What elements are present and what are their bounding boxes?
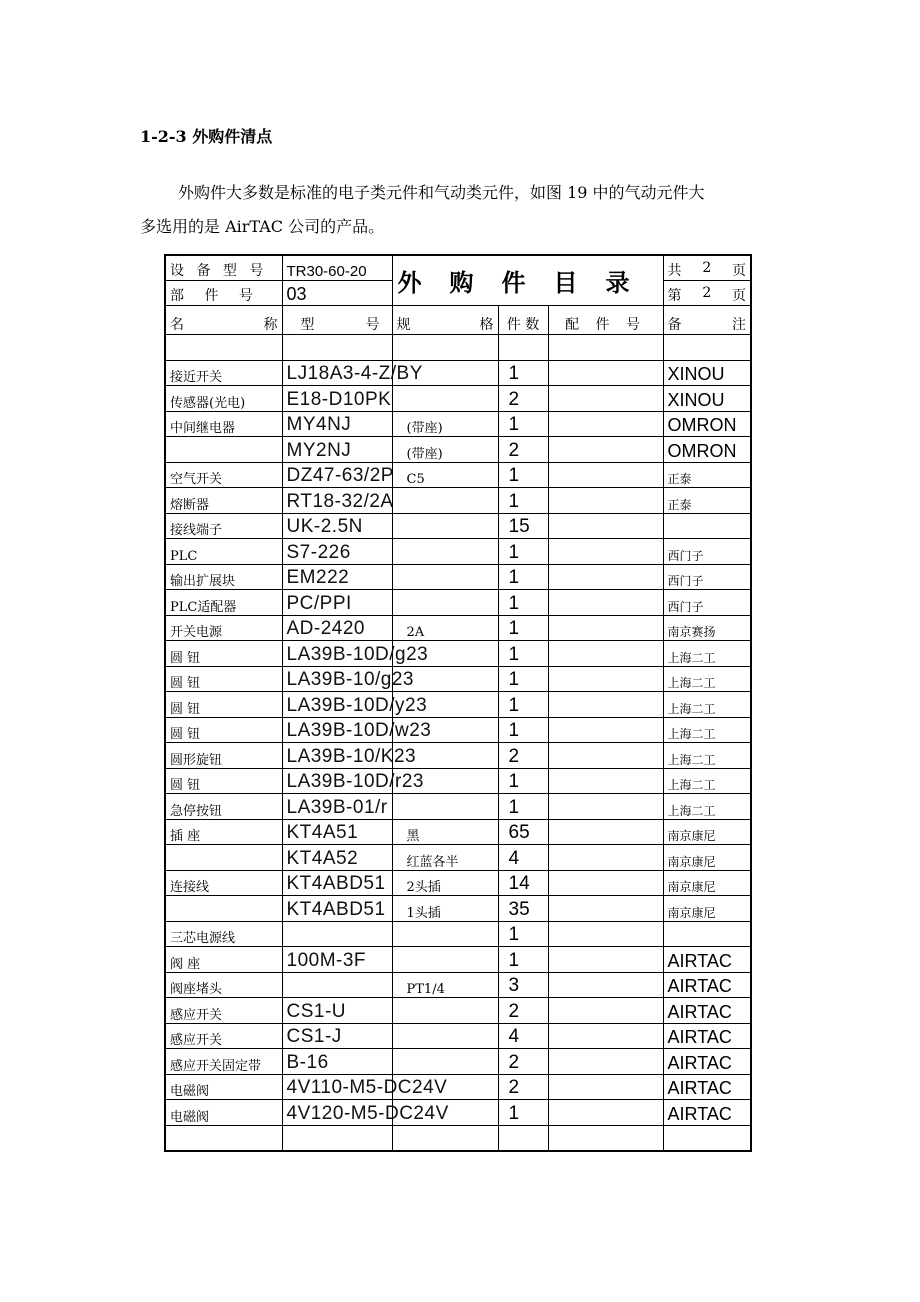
row-model: B-16 [282, 1049, 392, 1075]
row-note: AIRTAC [663, 947, 751, 973]
row-name: 电磁阀 [165, 1074, 282, 1100]
row-name [165, 845, 282, 871]
row-name: PLC适配器 [165, 590, 282, 616]
row-part-no [548, 564, 663, 590]
row-model: 4V120-M5-DC24V [282, 1100, 392, 1126]
table-row [165, 386, 751, 412]
section-heading: 1-2-3 外购件清点 [140, 127, 273, 146]
row-qty: 1 [498, 539, 548, 565]
row-part-no [548, 462, 663, 488]
row-note: 南京赛扬 [663, 615, 751, 641]
row-spec: 2A [392, 615, 498, 641]
row-part-no [548, 896, 663, 922]
row-note: XINOU [663, 386, 751, 412]
row-qty: 35 [498, 896, 548, 922]
row-part-no [548, 1074, 663, 1100]
row-part-no [548, 1100, 663, 1126]
row-note: AIRTAC [663, 972, 751, 998]
table-row [165, 590, 751, 616]
row-name: 圆 钮 [165, 768, 282, 794]
row-part-no [548, 360, 663, 386]
row-name [165, 335, 282, 361]
row-name: 开关电源 [165, 615, 282, 641]
row-part-no [548, 1125, 663, 1151]
row-spec [392, 1125, 498, 1151]
row-model [282, 972, 392, 998]
row-model: KT4A52 [282, 845, 392, 871]
row-part-no [548, 1049, 663, 1075]
row-spec [392, 921, 498, 947]
row-name: 连接线 [165, 870, 282, 896]
row-note: AIRTAC [663, 998, 751, 1024]
row-model: UK-2.5N [282, 513, 392, 539]
table-row [165, 972, 751, 998]
row-spec: 黑 [392, 819, 498, 845]
row-model [282, 1125, 392, 1151]
row-qty: 1 [498, 947, 548, 973]
row-model: 4V110-M5-DC24V [282, 1074, 392, 1100]
row-note: 上海二工 [663, 641, 751, 667]
row-note: 上海二工 [663, 743, 751, 769]
col-header-name: 名 称 [165, 306, 282, 335]
row-part-no [548, 998, 663, 1024]
table-row [165, 819, 751, 845]
row-qty: 1 [498, 1100, 548, 1126]
row-name: 空气开关 [165, 462, 282, 488]
table-row [165, 896, 751, 922]
row-qty: 1 [498, 641, 548, 667]
row-model: LA39B-10D/w23 [282, 717, 392, 743]
row-qty: 1 [498, 564, 548, 590]
row-name: 圆形旋钮 [165, 743, 282, 769]
table-row [165, 437, 751, 463]
row-part-no [548, 615, 663, 641]
row-spec [392, 539, 498, 565]
row-part-no [548, 819, 663, 845]
row-part-no [548, 488, 663, 514]
row-spec: C5 [392, 462, 498, 488]
table-row [165, 488, 751, 514]
table-row [165, 462, 751, 488]
row-part-no [548, 513, 663, 539]
col-header-qty: 件 数 [498, 306, 548, 335]
row-note: 南京康尼 [663, 845, 751, 871]
row-name [165, 896, 282, 922]
row-note [663, 1125, 751, 1151]
row-note: 上海二工 [663, 666, 751, 692]
row-part-no [548, 717, 663, 743]
row-qty: 1 [498, 488, 548, 514]
paragraph-line-2: 多选用的是 AirTAC 公司的产品。 [140, 217, 385, 236]
row-spec [392, 998, 498, 1024]
table-row [165, 845, 751, 871]
row-spec: (带座) [392, 411, 498, 437]
row-name: 阀座堵头 [165, 972, 282, 998]
row-qty: 1 [498, 794, 548, 820]
row-spec: 1头插 [392, 896, 498, 922]
row-qty: 1 [498, 717, 548, 743]
row-model: CS1-U [282, 998, 392, 1024]
table-row [165, 1049, 751, 1075]
row-part-no [548, 743, 663, 769]
table-row [165, 1074, 751, 1100]
row-name [165, 1125, 282, 1151]
row-note: AIRTAC [663, 1023, 751, 1049]
row-model: E18-D10PK [282, 386, 392, 412]
row-model: LA39B-10D/g23 [282, 641, 392, 667]
row-model: EM222 [282, 564, 392, 590]
row-qty: 2 [498, 743, 548, 769]
row-spec [392, 386, 498, 412]
table-row [165, 870, 751, 896]
table-row [165, 666, 751, 692]
paragraph-line-1: 外购件大多数是标准的电子类元件和气动类元件，如图 19 中的气动元件大 [178, 183, 705, 202]
col-header-spec: 规 格 [392, 306, 498, 335]
row-note: 上海二工 [663, 692, 751, 718]
row-note: 上海二工 [663, 768, 751, 794]
row-note: 西门子 [663, 539, 751, 565]
table-row [165, 947, 751, 973]
row-part-no [548, 641, 663, 667]
table-row [165, 1023, 751, 1049]
table-row [165, 335, 751, 361]
row-note: AIRTAC [663, 1100, 751, 1126]
equip-model-label: 设 备 型 号 [165, 255, 282, 281]
table-row [165, 921, 751, 947]
table-row [165, 360, 751, 386]
row-qty: 1 [498, 411, 548, 437]
row-name: 急停按钮 [165, 794, 282, 820]
row-model [282, 921, 392, 947]
row-qty: 4 [498, 845, 548, 871]
row-qty: 1 [498, 462, 548, 488]
row-note: 西门子 [663, 590, 751, 616]
row-name: 感应开关 [165, 998, 282, 1024]
row-model: LA39B-10D/y23 [282, 692, 392, 718]
row-spec [392, 794, 498, 820]
row-part-no [548, 386, 663, 412]
row-spec: (带座) [392, 437, 498, 463]
row-name: 传感器(光电) [165, 386, 282, 412]
table-row [165, 794, 751, 820]
row-part-no [548, 335, 663, 361]
row-note: AIRTAC [663, 1049, 751, 1075]
col-header-part-no: 配 件 号 [548, 306, 663, 335]
row-name: 圆 钮 [165, 692, 282, 718]
col-header-note: 备 注 [663, 306, 751, 335]
row-note: 上海二工 [663, 717, 751, 743]
row-name: 阀 座 [165, 947, 282, 973]
table-row [165, 998, 751, 1024]
row-name: 输出扩展块 [165, 564, 282, 590]
row-note: 南京康尼 [663, 896, 751, 922]
current-page: 第 2 页 [663, 281, 751, 306]
row-note: 上海二工 [663, 794, 751, 820]
row-model [282, 335, 392, 361]
row-model: MY2NJ [282, 437, 392, 463]
row-name: 中间继电器 [165, 411, 282, 437]
row-note: 正泰 [663, 462, 751, 488]
row-name: 接线端子 [165, 513, 282, 539]
table-row [165, 1100, 751, 1126]
row-note: 南京康尼 [663, 870, 751, 896]
table-title: 外购件目录 [392, 255, 663, 306]
row-part-no [548, 794, 663, 820]
row-qty: 4 [498, 1023, 548, 1049]
row-model: KT4A51 [282, 819, 392, 845]
row-part-no [548, 768, 663, 794]
row-spec [392, 590, 498, 616]
row-qty: 14 [498, 870, 548, 896]
row-model: KT4ABD51 [282, 870, 392, 896]
row-model: PC/PPI [282, 590, 392, 616]
row-name: 圆 钮 [165, 641, 282, 667]
row-qty: 2 [498, 998, 548, 1024]
row-qty: 1 [498, 615, 548, 641]
row-qty: 1 [498, 768, 548, 794]
row-qty: 2 [498, 386, 548, 412]
table-row [165, 768, 751, 794]
row-qty: 1 [498, 921, 548, 947]
row-note: 西门子 [663, 564, 751, 590]
row-spec: PT1/4 [392, 972, 498, 998]
row-model: LA39B-01/r [282, 794, 392, 820]
row-spec: 2头插 [392, 870, 498, 896]
equip-model-value: TR30-60-20 [282, 255, 392, 281]
row-model: DZ47-63/2P [282, 462, 392, 488]
table-row [165, 564, 751, 590]
row-model: LA39B-10/K23 [282, 743, 392, 769]
purchased-parts-table [164, 254, 750, 1179]
row-model: 100M-3F [282, 947, 392, 973]
part-no-label: 部 件 号 [165, 281, 282, 306]
row-part-no [548, 921, 663, 947]
row-part-no [548, 539, 663, 565]
table-body [165, 335, 751, 1152]
row-note: 正泰 [663, 488, 751, 514]
table-row [165, 513, 751, 539]
table-row [165, 411, 751, 437]
row-qty: 15 [498, 513, 548, 539]
row-model: CS1-J [282, 1023, 392, 1049]
row-note: AIRTAC [663, 1074, 751, 1100]
row-name: 感应开关固定带 [165, 1049, 282, 1075]
table-row [165, 743, 751, 769]
row-spec [392, 488, 498, 514]
row-part-no [548, 972, 663, 998]
table-row [165, 1125, 751, 1151]
row-part-no [548, 845, 663, 871]
row-name [165, 437, 282, 463]
row-name: 熔断器 [165, 488, 282, 514]
row-model: LA39B-10/g23 [282, 666, 392, 692]
row-note: OMRON [663, 437, 751, 463]
table-row [165, 717, 751, 743]
row-qty: 1 [498, 692, 548, 718]
row-model: LJ18A3-4-Z/BY [282, 360, 392, 386]
row-qty [498, 335, 548, 361]
table-row [165, 539, 751, 565]
row-name: PLC [165, 539, 282, 565]
row-model: KT4ABD51 [282, 896, 392, 922]
row-name: 插 座 [165, 819, 282, 845]
total-pages: 共 2 页 [663, 255, 751, 281]
row-part-no [548, 1023, 663, 1049]
row-note: XINOU [663, 360, 751, 386]
row-spec: 红蓝各半 [392, 845, 498, 871]
row-qty: 65 [498, 819, 548, 845]
row-note [663, 335, 751, 361]
row-model: S7-226 [282, 539, 392, 565]
row-note [663, 513, 751, 539]
row-name: 圆 钮 [165, 666, 282, 692]
row-part-no [548, 947, 663, 973]
row-part-no [548, 870, 663, 896]
row-qty: 1 [498, 590, 548, 616]
row-qty [498, 1125, 548, 1151]
row-spec [392, 1023, 498, 1049]
table-row [165, 615, 751, 641]
row-qty: 2 [498, 1049, 548, 1075]
table-row [165, 641, 751, 667]
row-spec [392, 1049, 498, 1075]
row-qty: 2 [498, 1074, 548, 1100]
row-note: 南京康尼 [663, 819, 751, 845]
row-part-no [548, 411, 663, 437]
col-header-model: 型 号 [282, 306, 392, 335]
row-name: 三芯电源线 [165, 921, 282, 947]
row-part-no [548, 692, 663, 718]
row-qty: 2 [498, 437, 548, 463]
row-model: RT18-32/2A [282, 488, 392, 514]
row-name: 接近开关 [165, 360, 282, 386]
row-model: AD-2420 [282, 615, 392, 641]
row-qty: 1 [498, 666, 548, 692]
row-spec [392, 564, 498, 590]
part-no-value: 03 [282, 281, 392, 306]
row-part-no [548, 590, 663, 616]
row-name: 圆 钮 [165, 717, 282, 743]
table-row [165, 692, 751, 718]
row-spec [392, 513, 498, 539]
row-note: OMRON [663, 411, 751, 437]
row-part-no [548, 666, 663, 692]
row-name: 感应开关 [165, 1023, 282, 1049]
row-note [663, 921, 751, 947]
row-part-no [548, 437, 663, 463]
row-model: MY4NJ [282, 411, 392, 437]
row-name: 电磁阀 [165, 1100, 282, 1126]
row-qty: 1 [498, 360, 548, 386]
row-spec [392, 947, 498, 973]
row-spec [392, 335, 498, 361]
row-model: LA39B-10D/r23 [282, 768, 392, 794]
row-qty: 3 [498, 972, 548, 998]
